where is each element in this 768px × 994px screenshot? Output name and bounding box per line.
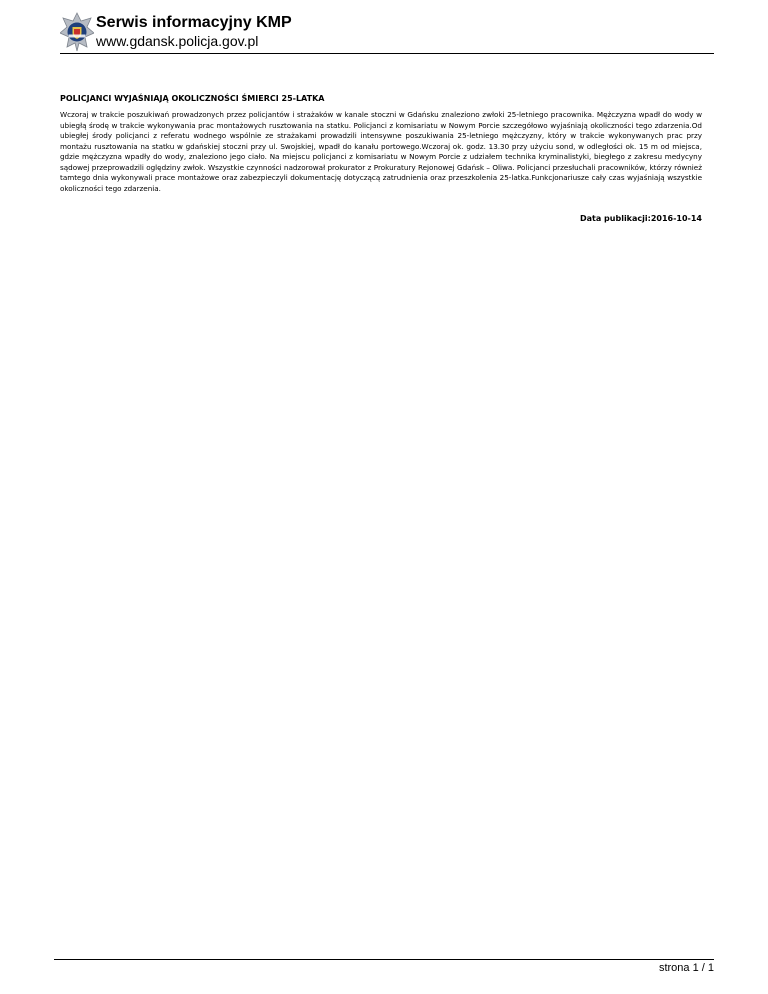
article-title: POLICJANCI WYJAŚNIAJĄ OKOLICZNOŚCI ŚMIERCI 25-LATKA xyxy=(60,94,325,103)
header-divider xyxy=(60,53,714,54)
police-star-badge-icon xyxy=(60,12,94,52)
footer-divider xyxy=(54,959,714,960)
publication-date: Data publikacji:2016-10-14 xyxy=(580,214,702,223)
page-header xyxy=(60,12,714,52)
site-url: www.gdansk.policja.gov.pl xyxy=(96,33,259,49)
article-body: Wczoraj w trakcie poszukiwań prowadzonych przez policjantów i strażaków w kanale stoczni w Gdańsku znaleziono zwłoki 25-letniego pracownika. Mężczyzna wpadł do wody w ubiegłą środę w trakcie wykonywania prac montażowych rusztowania na statku. Policjanci z komisariatu w Nowym Porcie szczegółowo wyjaśniają okoliczności tego zdarzenia.Od ubiegłej środy policjanci z referatu wodnego wspólnie ze strażakami prowadzili intensywne poszukiwania 25-letniego mężczyzny, który w trakcie wykonywanych prac przy montażu rusztowania na statku w gdańskiej stoczni przy ul. Swojskiej, wpadł do kanału portowego.Wczoraj ok. godz. 13.30 przy użyciu sond, w odległości ok. 15 m od miejsca, gdzie mężczyzna wpadły do wody, znaleziono jego ciało. Na miejscu policjanci z komisariatu w Nowym Porcie z udziałem technika kryminalistyki, biegłego z zakresu medycyny sądowej przeprowadzili oględziny zwłok. Wszystkie czynności nadzorował prokurator z Prokuratury Rejonowej Gdańsk – Oliwa. Policjanci przesłuchali pracowników, którzy również tamtego dnia wykonywali prace montażowe oraz zabezpieczyli dokumentację dotyczącą zatrudnienia oraz przeszkolenia 25-latka.Funkcjonariusze cały czas wyjaśniają wszystkie okoliczności tego zdarzenia. xyxy=(60,110,702,193)
site-title: Serwis informacyjny KMP xyxy=(96,14,292,31)
page-number: strona 1 / 1 xyxy=(658,962,714,974)
